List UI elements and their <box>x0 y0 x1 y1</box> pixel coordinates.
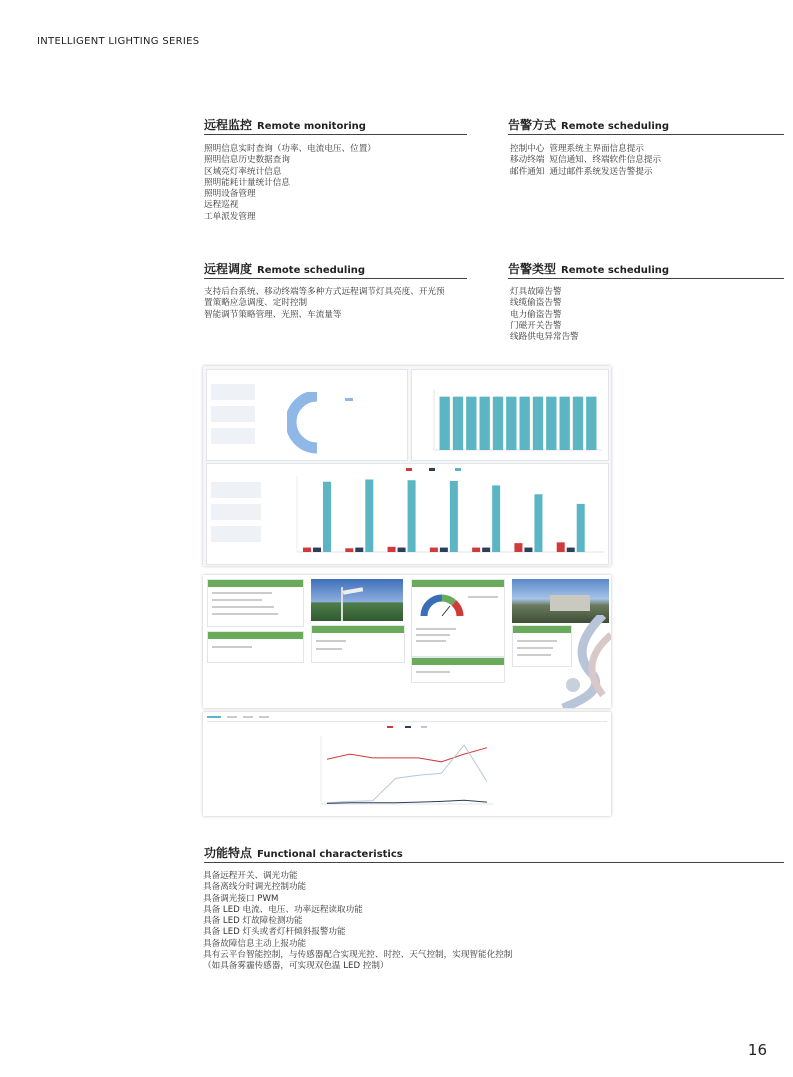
street-light-photo <box>311 579 403 621</box>
device-info-card <box>207 579 304 627</box>
bar-teal <box>492 485 500 552</box>
bar <box>466 397 476 450</box>
bar-red <box>345 548 353 552</box>
list-item: 具备 LED 电流、电压、功率远程读取功能 <box>203 904 363 915</box>
bar-teal <box>534 494 542 552</box>
list-item <box>510 155 661 166</box>
dashboard-screenshot-line-chart <box>203 712 611 816</box>
section-title-functional <box>204 844 403 861</box>
list-item: 远程巡视 <box>204 200 239 211</box>
title-en: Remote monitoring <box>257 121 366 132</box>
remote-monitoring-list <box>204 144 376 223</box>
list-item: 具备 LED 灯头或者灯杆倾斜报警功能 <box>203 927 346 938</box>
bar <box>440 397 450 450</box>
power-gauge <box>420 592 464 618</box>
item-key: 移动终端 <box>510 155 545 166</box>
bar-teal <box>408 480 416 552</box>
gauge-arc <box>287 392 347 454</box>
list-item: （如具备雾霾传感器，可实现双色温 LED 控制） <box>203 961 389 972</box>
grouped-bar-panel <box>206 463 609 565</box>
list-item: 具备故障信息主动上报功能 <box>203 938 307 949</box>
item-key: 控制中心 <box>510 144 545 154</box>
list-item: 具备离线分时调光控制功能 <box>203 882 307 893</box>
list-item: 照明设备管理 <box>204 189 256 200</box>
list-item: 门磁开关告警 <box>510 320 562 331</box>
list-item <box>510 144 661 155</box>
text-line <box>212 599 262 601</box>
title-en: Remote scheduling <box>257 265 366 276</box>
stats-panel <box>206 369 408 461</box>
section-title-alarm-method <box>508 116 669 133</box>
stat-box <box>211 406 255 422</box>
tab-active[interactable] <box>207 716 221 718</box>
list-item: 具备调光接口 PWM <box>203 893 279 904</box>
bar <box>586 397 596 450</box>
text-line <box>416 671 450 673</box>
title-zh: 远程监控 <box>204 118 253 132</box>
bar <box>573 397 583 450</box>
bar-red <box>514 543 522 552</box>
title-en: Remote scheduling <box>561 121 670 132</box>
dashboard-screenshot-overview <box>203 366 611 566</box>
alarm-types-list <box>510 287 579 343</box>
bar-teal <box>450 481 458 552</box>
text-line <box>416 640 446 642</box>
stat-box <box>211 428 255 444</box>
series-header: INTELLIGENT LIGHTING SERIES <box>37 36 200 47</box>
list-item: 工单派发管理 <box>204 211 256 222</box>
bar <box>560 397 570 450</box>
list-item: 具备 LED 灯故障检测功能 <box>203 916 303 927</box>
item-key: 邮件通知 <box>510 166 545 177</box>
list-item: 照明信息实时查询（功率、电流电压、位置） <box>204 144 376 154</box>
bar-teal <box>323 482 331 552</box>
bar <box>520 397 530 450</box>
text-line <box>468 596 498 598</box>
title-zh: 告警类型 <box>508 262 557 276</box>
list-item: 具有云平台智能控制，与传感器配合实现光控、时控、天气控制，实现智能化控制 <box>203 950 513 961</box>
card-header <box>208 632 303 639</box>
bar-red <box>388 547 396 552</box>
legend-swatch <box>345 398 353 401</box>
device-status-card <box>207 631 304 663</box>
bar-red <box>430 548 438 552</box>
robot-arm-graphic <box>543 615 611 708</box>
bar <box>480 397 490 450</box>
section-title-remote-scheduling <box>204 260 365 277</box>
list-item: 照明能耗计量统计信息 <box>204 177 290 188</box>
bar <box>546 397 556 450</box>
text-line <box>316 648 342 650</box>
light-status-card <box>411 657 505 683</box>
bar-red <box>557 542 565 552</box>
bar-red <box>472 548 480 552</box>
card-header <box>312 626 404 633</box>
bar-navy <box>524 548 532 552</box>
bar-navy <box>398 548 406 552</box>
dashboard-screenshot-devices <box>203 575 611 708</box>
building-shape <box>550 595 590 611</box>
series-line-red <box>327 748 487 762</box>
power-gauge-card <box>411 579 505 657</box>
title-zh: 告警方式 <box>508 118 557 132</box>
list-item: 灯具故障告警 <box>510 287 562 297</box>
bar-teal <box>365 479 373 552</box>
section-divider <box>204 862 784 863</box>
stat-box <box>211 384 255 400</box>
item-value: 管理系统主界面信息提示 <box>549 144 644 154</box>
list-item: 电力偷盗告警 <box>510 309 562 320</box>
photo-info-card <box>311 625 405 663</box>
card-header <box>412 580 504 587</box>
bar-chart-panel-top <box>411 369 609 461</box>
list-item: 智能调节策略管理、光照、车流量等 <box>204 309 342 320</box>
bar-navy <box>355 548 363 552</box>
list-item: 线路供电异常告警 <box>510 332 579 343</box>
bar <box>493 397 503 450</box>
list-item: 支持后台系统、移动终端等多种方式远程调节灯具亮度、开光预 <box>204 287 445 297</box>
title-zh: 功能特点 <box>204 846 253 860</box>
bar-navy <box>567 548 575 552</box>
text-line <box>316 640 346 642</box>
section-title-remote-monitoring <box>204 116 366 133</box>
section-divider <box>508 278 784 279</box>
bar-navy <box>313 548 321 552</box>
text-line <box>416 634 450 636</box>
list-item: 照明信息历史数据查询 <box>204 155 290 166</box>
remote-scheduling-list <box>204 287 445 321</box>
page-number: 16 <box>747 1041 767 1059</box>
text-line <box>212 606 274 608</box>
bar <box>506 397 516 450</box>
list-item: 线缆偷盗告警 <box>510 298 562 309</box>
list-item: 具备远程开关、调光功能 <box>203 871 298 881</box>
text-line <box>416 628 456 630</box>
list-item: 区域亮灯率统计信息 <box>204 166 282 177</box>
bar-red <box>303 548 311 552</box>
text-line <box>212 613 278 615</box>
title-zh: 远程调度 <box>204 262 253 276</box>
list-item <box>510 167 661 178</box>
lamp-head-shape <box>343 587 363 594</box>
bar <box>533 397 543 450</box>
section-divider <box>204 134 467 135</box>
section-title-alarm-types <box>508 260 669 277</box>
alarm-method-list <box>510 144 661 178</box>
tab[interactable] <box>227 716 237 718</box>
bar-teal <box>577 504 585 552</box>
section-divider <box>204 278 467 279</box>
card-header <box>412 658 504 665</box>
item-value: 通过邮件系统发送告警提示 <box>549 166 653 177</box>
text-line <box>212 646 252 648</box>
tab[interactable] <box>243 716 253 718</box>
functional-list <box>203 871 512 973</box>
section-divider <box>508 134 784 135</box>
bar-chart-top <box>412 370 608 460</box>
bar <box>453 397 463 450</box>
line-chart <box>203 722 611 816</box>
title-en: Functional characteristics <box>257 849 403 860</box>
list-item: 置策略应急调度、定时控制 <box>204 298 308 309</box>
title-en: Remote scheduling <box>561 265 670 276</box>
series-line-gray <box>327 745 487 803</box>
item-value: 短信通知、终端软件信息提示 <box>549 155 662 166</box>
grouped-bar-chart <box>207 464 608 564</box>
bar-navy <box>440 548 448 552</box>
tab[interactable] <box>259 716 269 718</box>
text-line <box>212 592 272 594</box>
card-header <box>208 580 303 587</box>
bar-navy <box>482 548 490 552</box>
